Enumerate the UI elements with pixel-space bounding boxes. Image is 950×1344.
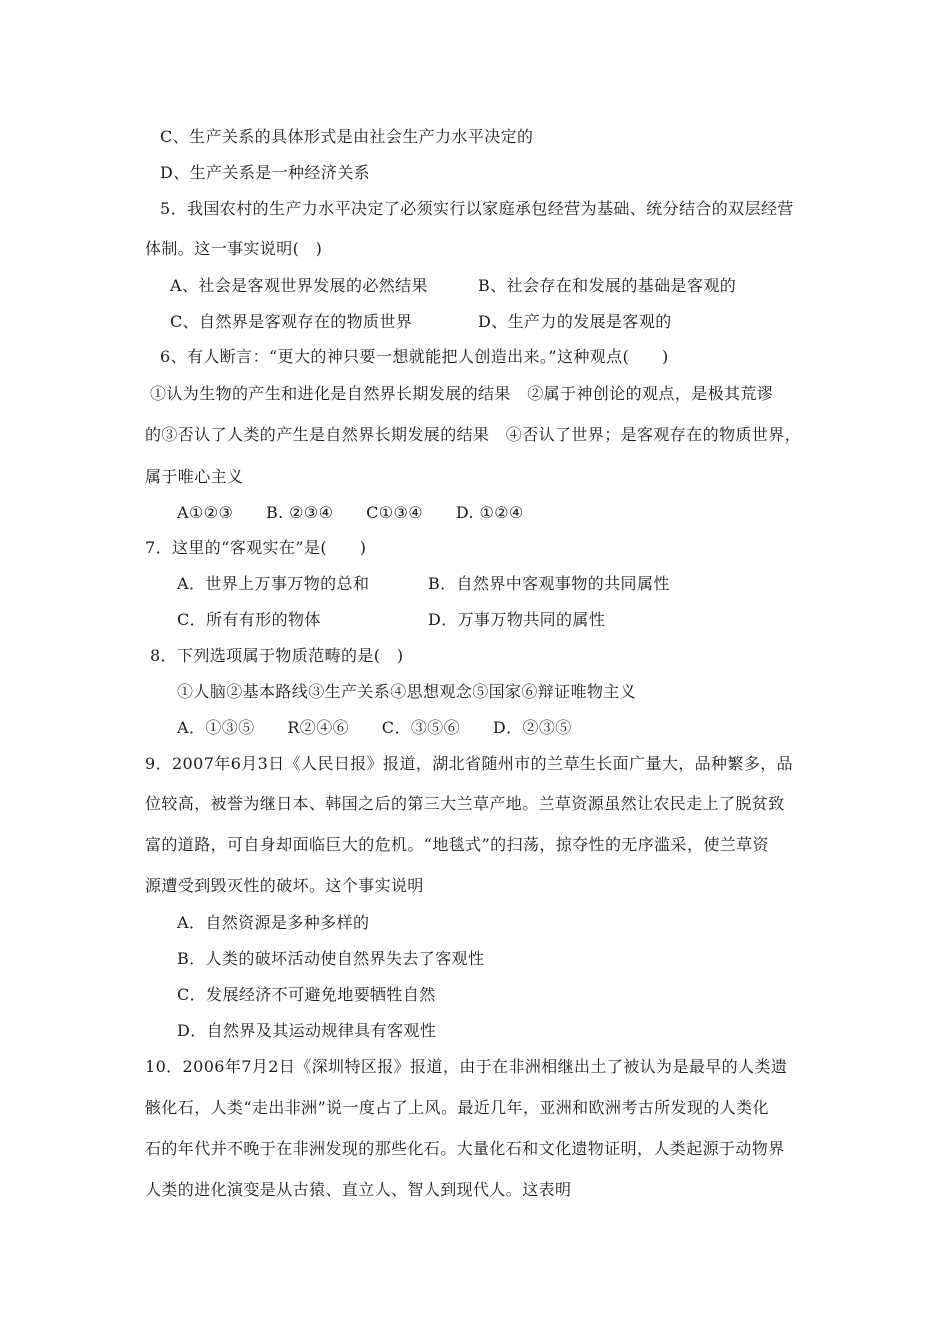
q5-stem-line1: 5．我国农村的生产力水平决定了必须实行以家庭承包经营为基础、统分结合的双层经营 [160,199,794,218]
q9-option-d: D．自然界及其运动规律具有客观性 [177,1021,437,1040]
q7-option-a: A．世界上万事万物的总和 [177,574,370,593]
q10-stem-line3: 石的年代并不晚于在非洲发现的那些化石。大量化石和文化遗物证明，人类起源于动物界 [145,1139,785,1158]
q6-stem: 6、有人断言：“更大的神只要一想就能把人创造出来。”这种观点( ) [160,347,669,366]
q4-option-c: C、生产关系的具体形式是由社会生产力水平决定的 [160,127,534,146]
q9-option-b: B．人类的破坏活动使自然界失去了客观性 [177,949,485,968]
q9-stem-line1: 9．2007年6月3日《人民日报》报道，湖北省随州市的兰草生长面广量大，品种繁多，品 [145,754,794,773]
q5-option-c: C、自然界是客观存在的物质世界 [170,312,413,331]
q5-option-a: A、社会是客观世界发展的必然结果 [170,276,428,295]
q10-stem-line1: 10．2006年7月2日《深圳特区报》报道，由于在非洲相继出土了被认为是最早的人类遗 [145,1057,788,1076]
q6-statement-line1: ①认为生物的产生和进化是自然界长期发展的结果 ②属于神创论的观点，是极其荒谬 [150,384,774,403]
q5-option-b: B、社会存在和发展的基础是客观的 [478,276,737,295]
q7-option-b: B．自然界中客观事物的共同属性 [428,574,670,593]
q7-stem: 7．这里的“客观实在”是( ) [145,538,367,557]
q8-stem: 8．下列选项属于物质范畴的是( ) [150,646,404,665]
q6-options: A①②③ B. ②③④ C①③④ D. ①②④ [177,503,524,522]
q10-stem-line4: 人类的进化演变是从古猿、直立人、智人到现代人。这表明 [145,1180,572,1199]
q7-option-c: C．所有有形的物体 [177,610,321,629]
q6-statement-line2: 的③否认了人类的产生是自然界长期发展的结果 ④否认了世界；是客观存在的物质世界， [145,425,802,444]
q8-options: A．①③⑤ R②④⑥ C．③⑤⑥ D．②③⑤ [177,718,572,737]
q5-stem-line2: 体制。这一事实说明( ) [145,239,323,258]
q9-stem-line3: 富的道路，可自身却面临巨大的危机。“地毯式”的扫荡，掠夺性的无序滥采，使兰草资 [145,835,769,854]
q6-statement-line3: 属于唯心主义 [145,467,244,486]
q9-option-a: A．自然资源是多种多样的 [177,913,370,932]
q9-option-c: C．发展经济不可避免地要牺牲自然 [177,985,436,1004]
q7-option-d: D．万事万物共同的属性 [428,610,606,629]
q10-stem-line2: 骸化石，人类“走出非洲”说一度占了上风。最近几年，亚洲和欧洲考古所发现的人类化 [145,1098,769,1117]
q9-stem-line4: 源遭受到毁灭性的破坏。这个事实说明 [145,876,424,895]
q4-option-d: D、生产关系是一种经济关系 [160,163,371,182]
q5-option-d: D、生产力的发展是客观的 [478,312,672,331]
q9-stem-line2: 位较高，被誉为继日本、韩国之后的第三大兰草产地。兰草资源虽然让农民走上了脱贫致 [145,794,785,813]
q8-items: ①人脑②基本路线③生产关系④思想观念⑤国家⑥辩证唯物主义 [177,682,637,701]
